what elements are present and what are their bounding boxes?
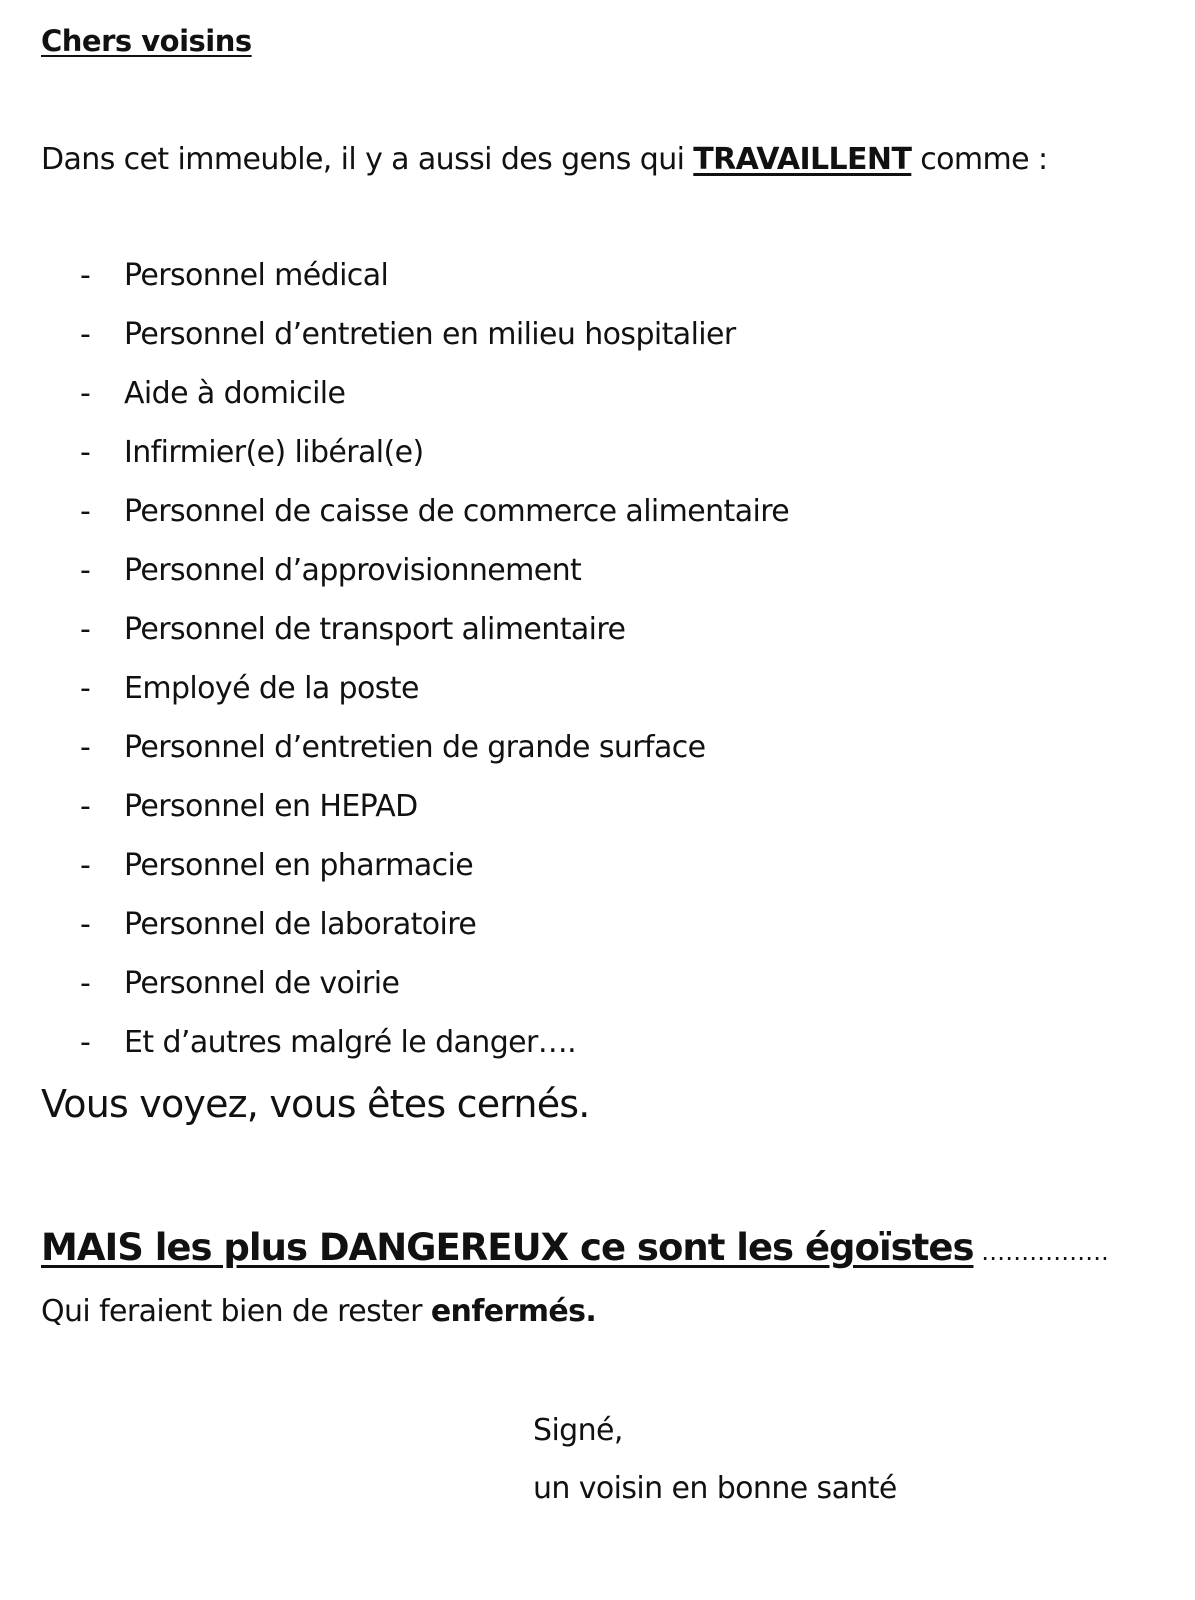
follow-text-before: Qui feraient bien de rester: [41, 1294, 431, 1329]
profession-label: Personnel de voirie: [124, 966, 400, 1001]
follow-bold: enfermés.: [430, 1294, 597, 1329]
profession-label: Employé de la poste: [124, 671, 419, 706]
bullet-dash: -: [80, 789, 91, 824]
intro-text-after: comme :: [911, 142, 1048, 177]
profession-label: Personnel de transport alimentaire: [124, 612, 626, 647]
profession-label: Personnel d’approvisionnement: [124, 553, 582, 588]
greeting-heading: Chers voisins: [41, 24, 252, 58]
bullet-dash: -: [80, 317, 91, 352]
surrounded-statement: Vous voyez, vous êtes cernés.: [41, 1082, 590, 1126]
profession-label: Personnel en pharmacie: [124, 848, 474, 883]
profession-label: Personnel d’entretien en milieu hospitalier: [124, 317, 736, 352]
bullet-dash: -: [80, 730, 91, 765]
bullet-dash: -: [80, 435, 91, 470]
profession-label: Personnel en HEPAD: [124, 789, 418, 824]
bullet-dash: -: [80, 671, 91, 706]
bullet-dash: -: [80, 966, 91, 1001]
profession-label: Personnel de caisse de commerce alimentaire: [124, 494, 790, 529]
bullet-dash: -: [80, 494, 91, 529]
warning-line: [41, 1226, 1109, 1269]
profession-label: Personnel médical: [124, 258, 389, 293]
warning-underlined: MAIS les plus DANGEREUX ce sont les égoïstes: [41, 1226, 974, 1269]
profession-label: Personnel d’entretien de grande surface: [124, 730, 706, 765]
bullet-dash: -: [80, 376, 91, 411]
intro-paragraph: [41, 142, 1047, 177]
intro-text-before: Dans cet immeuble, il y a aussi des gens qui: [41, 142, 694, 177]
bullet-dash: -: [80, 553, 91, 588]
signature-line-2: un voisin en bonne santé: [533, 1471, 897, 1506]
bullet-dash: -: [80, 907, 91, 942]
signature-line-1: Signé,: [533, 1413, 623, 1448]
bullet-dash: -: [80, 848, 91, 883]
profession-label: Infirmier(e) libéral(e): [124, 435, 424, 470]
bullet-dash: -: [80, 258, 91, 293]
warning-dots: …………….: [973, 1238, 1109, 1266]
profession-label: Aide à domicile: [124, 376, 346, 411]
profession-label: Personnel de laboratoire: [124, 907, 477, 942]
intro-emphasis: TRAVAILLENT: [693, 142, 912, 177]
follow-line: [41, 1294, 596, 1329]
bullet-dash: -: [80, 612, 91, 647]
profession-label: Et d’autres malgré le danger….: [124, 1025, 577, 1060]
bullet-dash: -: [80, 1025, 91, 1060]
